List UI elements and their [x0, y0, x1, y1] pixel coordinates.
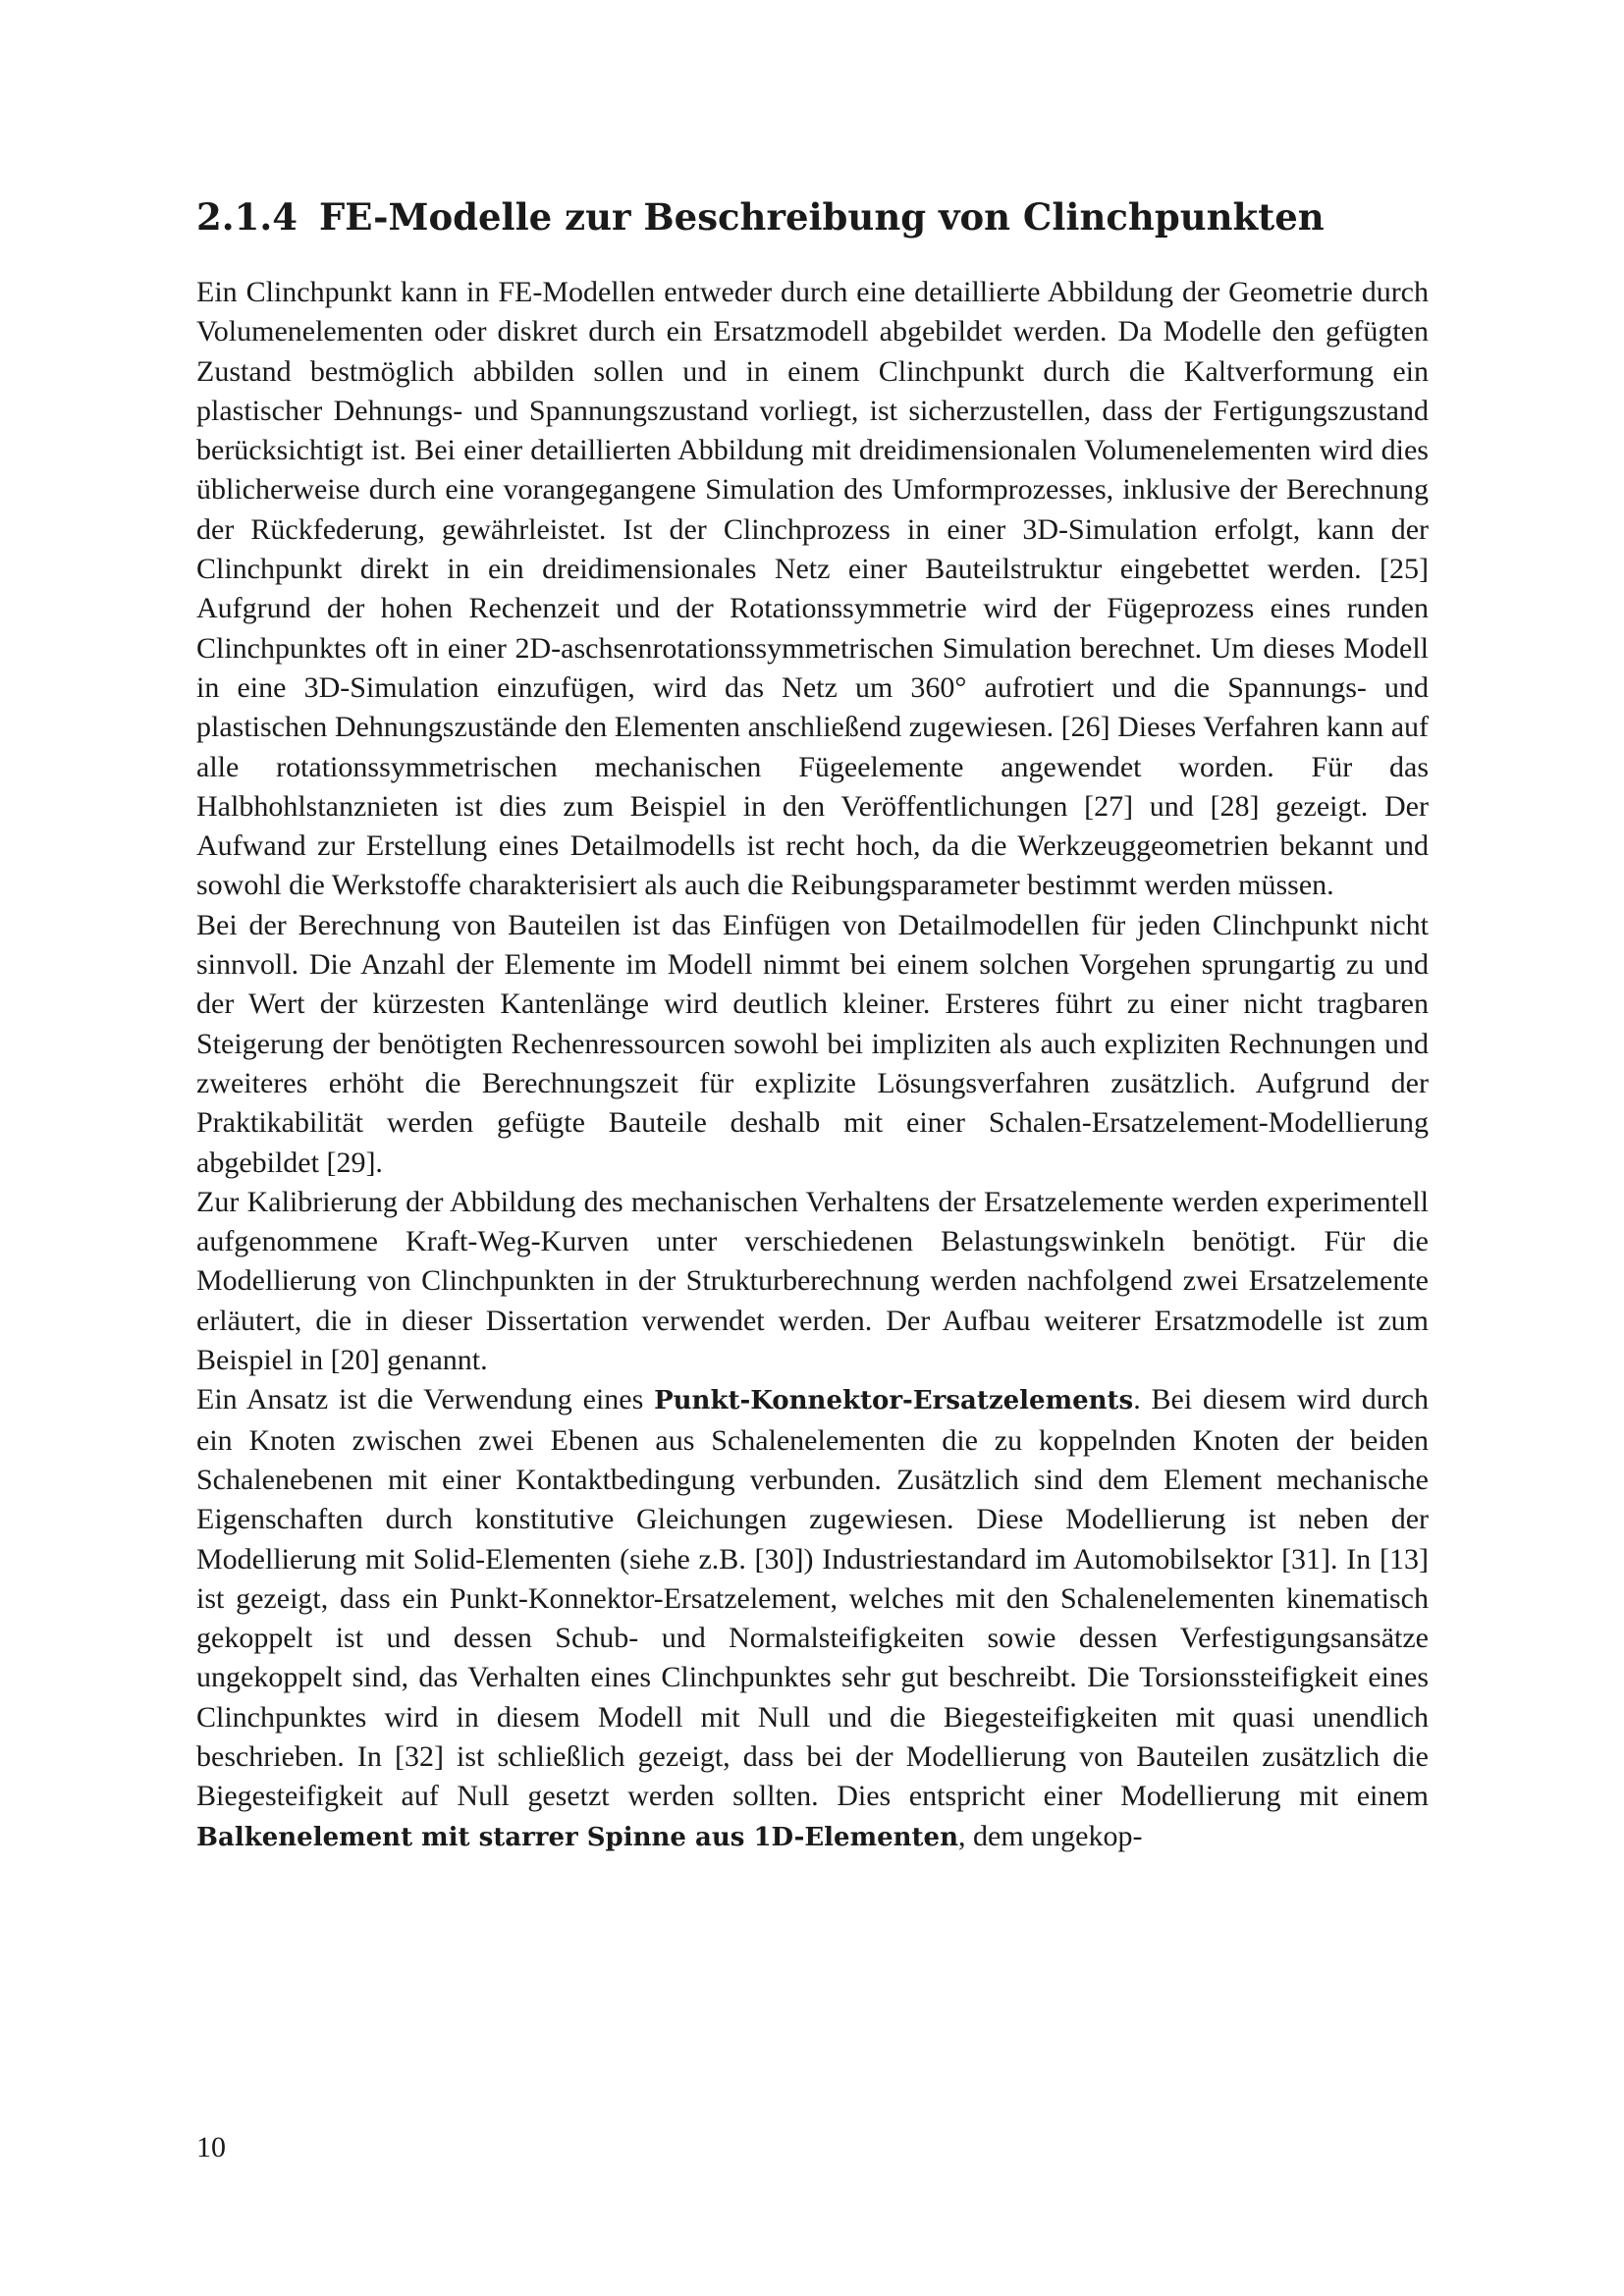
paragraph-text: Ein Ansatz ist die Verwendung eines	[196, 1383, 655, 1416]
section-heading	[196, 192, 1434, 241]
section-number: 2.1.4	[196, 195, 298, 239]
term-punkt-konnektor: Punkt-Konnektor-Ersatzelements	[654, 1386, 1134, 1416]
term-balkenelement: Balkenelement mit starrer Spinne aus 1D-Elementen	[196, 1822, 959, 1852]
paragraph-text: . Bei diesem wird durch ein Knoten zwischen zwei Ebenen aus Schalenelementen die zu koppelnden Knoten der beiden Schalenebenen mit einer Kontaktbedingung verbunden. Zusätzlich sind dem Element mechanische Eigenschaften durch konstitutive Gleichungen zugewiesen. Diese Modellierung ist neben der Modellierung mit Solid-Elementen (siehe z.B. [30]) Industriestandard im Automobilsektor [31]. In [13] ist gezeigt, dass ein Punkt-Konnektor-Ersatzelement, welches mit den Schalenelementen kinematisch gekoppelt ist und dessen Schub- und Normalsteifigkeiten sowie dessen Verfestigungsansätze ungekoppelt sind, das Verhalten eines Clinchpunktes sehr gut beschreibt. Die Torsionssteifigkeit eines Clinchpunktes wird in diesem Modell mit Null und die Biegesteifigkeiten mit quasi unendlich beschrieben. In [32] ist schließlich gezeigt, dass bei der Modellierung von Bauteilen zusätzlich die Biegesteifigkeit auf Null gesetzt werden sollten. Dies entspricht einer Modellierung mit einem	[196, 1383, 1429, 1813]
page-number: 10	[196, 2131, 226, 2163]
paragraph-text: , dem ungekop-	[958, 1819, 1143, 1852]
paragraph-calibration: Zur Kalibrierung der Abbildung des mechanischen Verhaltens der Ersatzelemente werden experimentell aufgenommene Kraft-Weg-Kurven unter verschiedenen Belastungswinkeln benötigt. Für die Modellierung von Clinchpunkten in der Strukturberechnung werden nachfolgend zwei Ersatzelemente erläutert, die in dieser Dissertation verwendet werden. Der Aufbau weiterer Ersatzmodelle ist zum Beispiel in [20] genannt.	[196, 1185, 1429, 1377]
section-title: FE-Modelle zur Beschreibung von Clinchpunkten	[319, 195, 1325, 239]
body-text	[196, 273, 1429, 1857]
paragraph-component-calculation: Bei der Berechnung von Bauteilen ist das Einfügen von Detailmodellen für jeden Clinchpunkt nicht sinnvoll. Die Anzahl der Elemente im Modell nimmt bei einem solchen Vorgehen sprungartig zu und der Wert der kürzesten Kantenlänge wird deutlich kleiner. Ersteres führt zu einer nicht tragbaren Steigerung der benötigten Rechenressourcen sowohl bei impliziten als auch expliziten Rechnungen und zweiteres erhöht die Berechnungszeit für explizite Lösungsverfahren zusätzlich. Aufgrund der Praktikabilität werden gefügte Bauteile deshalb mit einer Schalen-Ersatzelement-Modellierung abgebildet [29].	[196, 908, 1429, 1179]
paragraph-detail-models: Ein Clinchpunkt kann in FE-Modellen entweder durch eine detaillierte Abbildung der Geometrie durch Volumenelementen oder diskret durch ein Ersatzmodell abgebildet werden. Da Modelle den gefügten Zustand bestmöglich abbilden sollen und in einem Clinchpunkt durch die Kaltverformung ein plastischer Dehnungs- und Spannungszustand vorliegt, ist sicherzustellen, dass der Fertigungszustand berücksichtigt ist. Bei einer detaillierten Abbildung mit dreidimensionalen Volumenelementen wird dies üblicherweise durch eine vorangegangene Simulation des Umformprozesses, inklusive der Berechnung der Rückfederung, gewährleistet. Ist der Clinchprozess in einer 3D-Simulation erfolgt, kann der Clinchpunkt direkt in ein dreidimensionales Netz einer Bauteilstruktur eingebettet werden. [25] Aufgrund der hohen Rechenzeit und der Rotationssymmetrie wird der Fügeprozess eines runden Clinchpunktes oft in einer 2D-aschsenrotationssymmetrischen Simulation berechnet. Um dieses Modell in eine 3D-Simulation einzufügen, wird das Netz um 360° aufrotiert und die Spannungs- und plastischen Dehnungszustände den Elementen anschließend zugewiesen. [26] Dieses Verfahren kann auf alle rotationssymmetrischen mechanischen Fügeelemente angewendet worden. Für das Halbhohlstanznieten ist dies zum Beispiel in den Veröffentlichungen [27] und [28] gezeigt. Der Aufwand zur Erstellung eines Detailmodells ist recht hoch, da die Werkzeuggeometrien bekannt und sowohl die Werkstoffe charakterisiert als auch die Reibungsparameter bestimmt werden müssen.	[196, 276, 1429, 902]
paragraph-point-connector	[196, 1380, 1429, 1857]
